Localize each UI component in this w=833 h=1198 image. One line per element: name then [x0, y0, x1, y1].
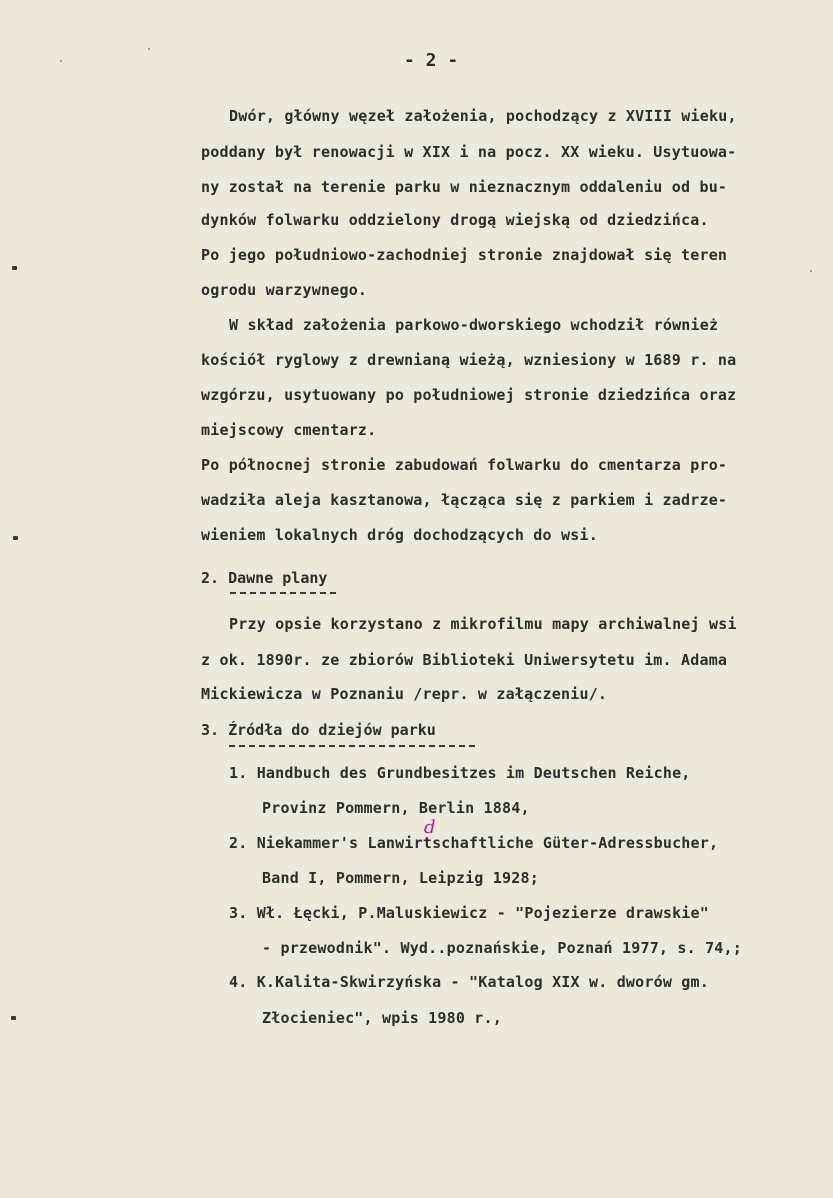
list-item-line: 2. Niekammer's Lanwirtschaftliche Güter-Adressbucher, — [229, 834, 719, 852]
handwritten-correction: d — [424, 817, 436, 838]
list-item-line: 4. K.Kalita-Skwirzyńska - "Katalog XIX w. dworów gm. — [229, 973, 709, 991]
list-item-line: 1. Handbuch des Grundbesitzes im Deutschen Reiche, — [229, 764, 691, 782]
text-line: Po północnej stronie zabudowań folwarku do cmentarza pro- — [201, 456, 728, 474]
text-line: Dwór, główny węzeł założenia, pochodzący z XVIII wieku, — [229, 107, 737, 125]
heading-underline — [229, 745, 475, 747]
paper-speck — [148, 48, 150, 50]
text-line: z ok. 1890r. ze zbiorów Biblioteki Uniwersytetu im. Adama — [201, 651, 728, 669]
margin-mark — [12, 266, 17, 270]
list-item-line: Złocieniec", wpis 1980 r., — [262, 1009, 502, 1027]
text-line: kościół ryglowy z drewnianą wieżą, wzniesiony w 1689 r. na — [201, 351, 737, 369]
text-line: wadziła aleja kasztanowa, łącząca się z parkiem i zadrze- — [201, 491, 728, 509]
paper-speck — [810, 270, 812, 272]
text-line: miejscowy cmentarz. — [201, 421, 377, 439]
text-line: wzgórzu, usytuowany po południowej stronie dziedzińca oraz — [201, 386, 737, 404]
text-line: W skład założenia parkowo-dworskiego wchodził również — [229, 316, 719, 334]
text-line: dynków folwarku oddzielony drogą wiejską od dziedzińca. — [201, 211, 709, 229]
text-line: ny został na terenie parku w nieznacznym oddaleniu od bu- — [201, 178, 728, 196]
heading-underline — [230, 592, 336, 594]
list-item-line: - przewodnik". Wyd..poznańskie, Poznań 1977, s. 74,; — [262, 939, 742, 957]
margin-mark — [13, 536, 18, 540]
text-line: ogrodu warzywnego. — [201, 281, 368, 299]
text-line: Mickiewicza w Poznaniu /repr. w załączeniu/. — [201, 685, 608, 703]
section-heading: 3. Źródła do dziejów parku — [201, 721, 436, 739]
list-item-line: 3. Wł. Łęcki, P.Maluskiewicz - "Pojezierze drawskie" — [229, 904, 709, 922]
margin-mark — [11, 1016, 16, 1020]
text-line: poddany był renowacji w XIX i na pocz. XX wieku. Usytuowa- — [201, 143, 737, 161]
page-number: - 2 - — [404, 50, 459, 71]
text-line: Po jego południowo-zachodniej stronie znajdował się teren — [201, 246, 728, 264]
text-line: Przy opsie korzystano z mikrofilmu mapy archiwalnej wsi — [229, 615, 737, 633]
paper-speck — [60, 60, 62, 62]
text-line: wieniem lokalnych dróg dochodzących do wsi. — [201, 526, 598, 544]
list-item-line: Provinz Pommern, Berlin 1884, — [262, 799, 530, 817]
section-heading: 2. Dawne plany — [201, 569, 328, 587]
list-item-line: Band I, Pommern, Leipzig 1928; — [262, 869, 539, 887]
